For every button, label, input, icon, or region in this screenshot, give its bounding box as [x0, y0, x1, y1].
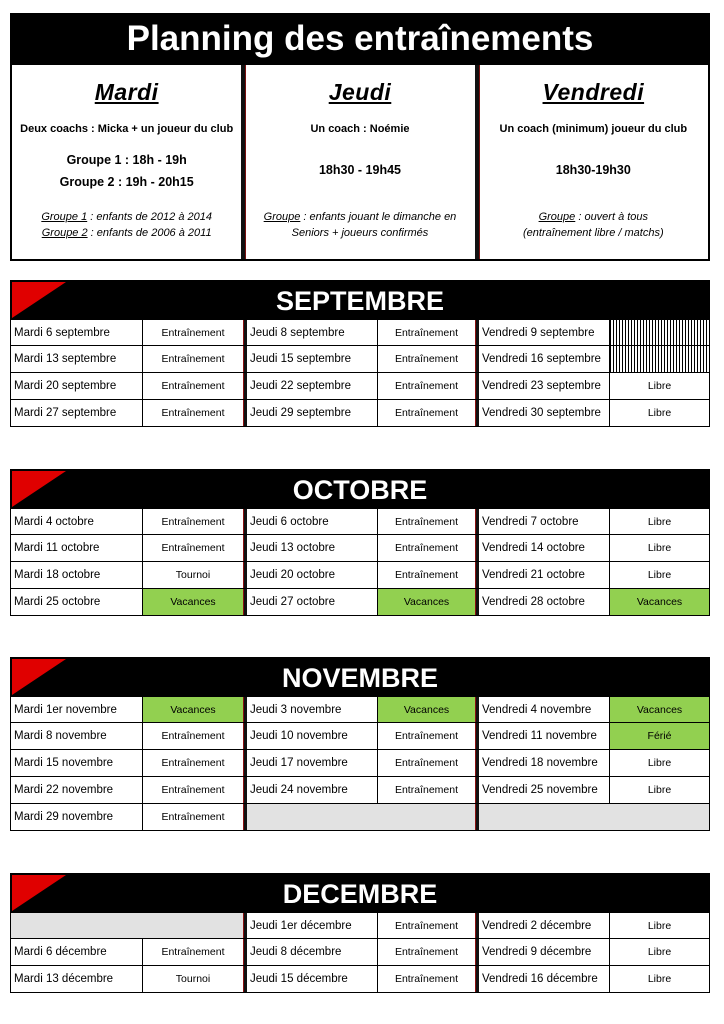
- date-cell: Mardi 25 octobre: [11, 589, 143, 615]
- table-row: [11, 373, 709, 400]
- date-cell: Mardi 1er novembre: [11, 697, 143, 722]
- date-cell: Jeudi 22 septembre: [247, 373, 378, 399]
- activity-cell: Entraînement: [394, 516, 459, 528]
- date-cell: Mardi 15 novembre: [11, 750, 143, 776]
- activity-cell: Libre: [647, 569, 672, 581]
- table-row: [11, 939, 709, 966]
- date-cell: Vendredi 11 novembre: [479, 723, 610, 749]
- group-label: Groupe: [538, 211, 576, 223]
- coach-info: Un coach : Noémie: [310, 123, 410, 135]
- schedule-table: [10, 696, 710, 831]
- date-cell: Mardi 27 septembre: [11, 400, 143, 426]
- activity-cell: Vacances: [143, 697, 243, 722]
- coach-info: Un coach (minimum) joueur du club: [499, 123, 688, 135]
- month-header-septembre: [10, 280, 710, 320]
- date-cell: Vendredi 9 septembre: [479, 320, 610, 345]
- date-cell: Vendredi 25 novembre: [479, 777, 610, 803]
- activity-cell: Entraînement: [161, 327, 225, 339]
- hatched-cell: [610, 320, 709, 345]
- group-text: Seniors + joueurs confirmés: [291, 227, 429, 239]
- activity-cell: Vacances: [378, 697, 475, 722]
- date-cell: Jeudi 1er décembre: [247, 913, 378, 938]
- date-cell: Jeudi 15 septembre: [247, 346, 378, 372]
- schedule-table: [10, 319, 710, 427]
- activity-cell: Entraînement: [161, 353, 225, 365]
- date-cell: Vendredi 21 octobre: [479, 562, 610, 588]
- group-label: Groupe: [263, 211, 301, 223]
- time-line: 18h30 - 19h45: [318, 163, 401, 177]
- day-name: Vendredi: [542, 79, 645, 105]
- activity-cell: Libre: [647, 784, 672, 796]
- table-row: [11, 319, 709, 346]
- table-row: [11, 696, 709, 723]
- group-text: : enfants de 2012 à 2014: [87, 211, 212, 223]
- activity-cell: Entraînement: [161, 730, 225, 742]
- date-cell: Mardi 13 décembre: [11, 966, 143, 992]
- activity-cell: Entraînement: [161, 407, 225, 419]
- table-row: [11, 535, 709, 562]
- table-row: [11, 912, 709, 939]
- month-title: OCTOBRE: [292, 475, 428, 505]
- table-row: [11, 750, 709, 777]
- activity-cell: Vacances: [143, 589, 243, 615]
- date-cell: Mardi 6 décembre: [11, 939, 143, 965]
- activity-cell: Entraînement: [394, 327, 459, 339]
- group-label: Groupe 2: [41, 227, 88, 239]
- table-row: [11, 346, 709, 373]
- month-title: NOVEMBRE: [281, 663, 438, 693]
- table-row: [11, 562, 709, 589]
- activity-cell: Entraînement: [161, 757, 225, 769]
- red-triangle-icon: [12, 875, 66, 911]
- red-triangle-icon: [12, 471, 66, 507]
- date-cell: Vendredi 9 décembre: [479, 939, 610, 965]
- activity-cell: Entraînement: [394, 946, 459, 958]
- month-header-novembre: [10, 657, 710, 697]
- activity-cell: Férié: [610, 723, 709, 749]
- date-cell: Jeudi 20 octobre: [247, 562, 378, 588]
- group-line: [245, 209, 474, 225]
- schedule-table: [10, 508, 710, 616]
- group-text: : enfants de 2006 à 2011: [87, 227, 212, 239]
- activity-cell: Libre: [647, 407, 672, 419]
- day-box-vendredi: [475, 65, 708, 259]
- month-header-decembre: [10, 873, 710, 913]
- day-name: Jeudi: [328, 79, 392, 105]
- activity-cell: Libre: [647, 516, 672, 528]
- day-box-jeudi: [241, 65, 474, 259]
- date-cell: Vendredi 18 novembre: [479, 750, 610, 776]
- date-cell: Mardi 13 septembre: [11, 346, 143, 372]
- group-label: Groupe 1: [41, 211, 88, 223]
- date-cell: Vendredi 28 octobre: [479, 589, 610, 615]
- training-times: [479, 149, 708, 203]
- activity-cell: Entraînement: [161, 516, 225, 528]
- empty-cell: [11, 913, 243, 938]
- group-text: (entraînement libre / matchs): [523, 227, 664, 239]
- activity-cell: Vacances: [610, 589, 709, 615]
- date-cell: Mardi 18 octobre: [11, 562, 143, 588]
- date-cell: Mardi 29 novembre: [11, 804, 143, 830]
- activity-cell: Entraînement: [161, 380, 225, 392]
- activity-cell: Entraînement: [394, 973, 459, 985]
- activity-cell: Entraînement: [394, 380, 459, 392]
- activity-cell: Tournoi: [175, 569, 211, 581]
- table-row: [11, 400, 709, 427]
- activity-cell: Entraînement: [161, 946, 225, 958]
- date-cell: Mardi 20 septembre: [11, 373, 143, 399]
- training-times: [12, 149, 241, 203]
- date-cell: Vendredi 30 septembre: [479, 400, 610, 426]
- activity-cell: Vacances: [378, 589, 475, 615]
- date-cell: Jeudi 8 septembre: [247, 320, 378, 345]
- activity-cell: Libre: [647, 757, 672, 769]
- date-cell: Vendredi 14 octobre: [479, 535, 610, 561]
- activity-cell: Libre: [647, 542, 672, 554]
- group-text: : enfants jouant le dimanche en: [300, 211, 457, 223]
- date-cell: Mardi 6 septembre: [11, 320, 143, 345]
- date-cell: Jeudi 6 octobre: [247, 509, 378, 534]
- date-cell: Vendredi 23 septembre: [479, 373, 610, 399]
- table-row: [11, 777, 709, 804]
- activity-cell: Entraînement: [394, 920, 459, 932]
- table-row: [11, 508, 709, 535]
- activity-cell: Entraînement: [161, 542, 225, 554]
- date-cell: Vendredi 4 novembre: [479, 697, 610, 722]
- empty-cell: [479, 804, 709, 830]
- group-description: [479, 209, 708, 241]
- table-row: [11, 589, 709, 616]
- red-triangle-icon: [12, 659, 66, 695]
- activity-cell: Entraînement: [161, 784, 225, 796]
- time-line: 18h30-19h30: [555, 163, 631, 177]
- date-cell: Jeudi 29 septembre: [247, 400, 378, 426]
- date-cell: Jeudi 8 décembre: [247, 939, 378, 965]
- time-line: Groupe 1 : 18h - 19h: [66, 153, 187, 167]
- date-cell: Mardi 22 novembre: [11, 777, 143, 803]
- date-cell: Jeudi 13 octobre: [247, 535, 378, 561]
- group-description: [12, 209, 241, 241]
- group-line: [245, 225, 474, 241]
- date-cell: Vendredi 16 septembre: [479, 346, 610, 372]
- activity-cell: Entraînement: [394, 730, 459, 742]
- date-cell: Mardi 11 octobre: [11, 535, 143, 561]
- activity-cell: Entraînement: [394, 407, 459, 419]
- coach-info: Deux coachs : Micka + un joueur du club: [20, 123, 234, 135]
- date-cell: Jeudi 10 novembre: [247, 723, 378, 749]
- page-title: Planning des entraînements: [10, 13, 710, 65]
- group-text: : ouvert à tous: [575, 211, 649, 223]
- date-cell: Mardi 4 octobre: [11, 509, 143, 534]
- activity-cell: Libre: [647, 973, 672, 985]
- activity-cell: Entraînement: [394, 757, 459, 769]
- activity-cell: Entraînement: [394, 353, 459, 365]
- group-line: [12, 225, 241, 241]
- red-triangle-icon: [12, 282, 66, 318]
- schedule-table: [10, 912, 710, 993]
- month-title: SEPTEMBRE: [275, 286, 445, 316]
- month-title: DECEMBRE: [282, 879, 438, 909]
- empty-cell: [247, 804, 475, 830]
- date-cell: Mardi 8 novembre: [11, 723, 143, 749]
- date-cell: Jeudi 15 décembre: [247, 966, 378, 992]
- activity-cell: Entraînement: [161, 811, 225, 823]
- day-name: Mardi: [94, 79, 159, 105]
- table-row: [11, 966, 709, 993]
- group-line: [12, 209, 241, 225]
- group-description: [245, 209, 474, 241]
- date-cell: Vendredi 16 décembre: [479, 966, 610, 992]
- table-row: [11, 804, 709, 831]
- date-cell: Vendredi 7 octobre: [479, 509, 610, 534]
- time-line: Groupe 2 : 19h - 20h15: [59, 175, 194, 189]
- date-cell: Jeudi 24 novembre: [247, 777, 378, 803]
- activity-cell: Libre: [647, 920, 672, 932]
- activity-cell: Libre: [647, 380, 672, 392]
- day-info-panel: [10, 65, 710, 261]
- activity-cell: Vacances: [610, 697, 709, 722]
- activity-cell: Entraînement: [394, 784, 459, 796]
- activity-cell: Entraînement: [394, 569, 459, 581]
- date-cell: Vendredi 2 décembre: [479, 913, 610, 938]
- table-row: [11, 723, 709, 750]
- group-line: [479, 209, 708, 225]
- date-cell: Jeudi 3 novembre: [247, 697, 378, 722]
- group-line: [479, 225, 708, 241]
- month-header-octobre: [10, 469, 710, 509]
- day-box-mardi: [12, 65, 241, 259]
- training-times: [245, 149, 474, 203]
- activity-cell: Libre: [647, 946, 672, 958]
- hatched-cell: [610, 346, 709, 372]
- date-cell: Jeudi 27 octobre: [247, 589, 378, 615]
- activity-cell: Entraînement: [394, 542, 459, 554]
- activity-cell: Tournoi: [175, 973, 211, 985]
- date-cell: Jeudi 17 novembre: [247, 750, 378, 776]
